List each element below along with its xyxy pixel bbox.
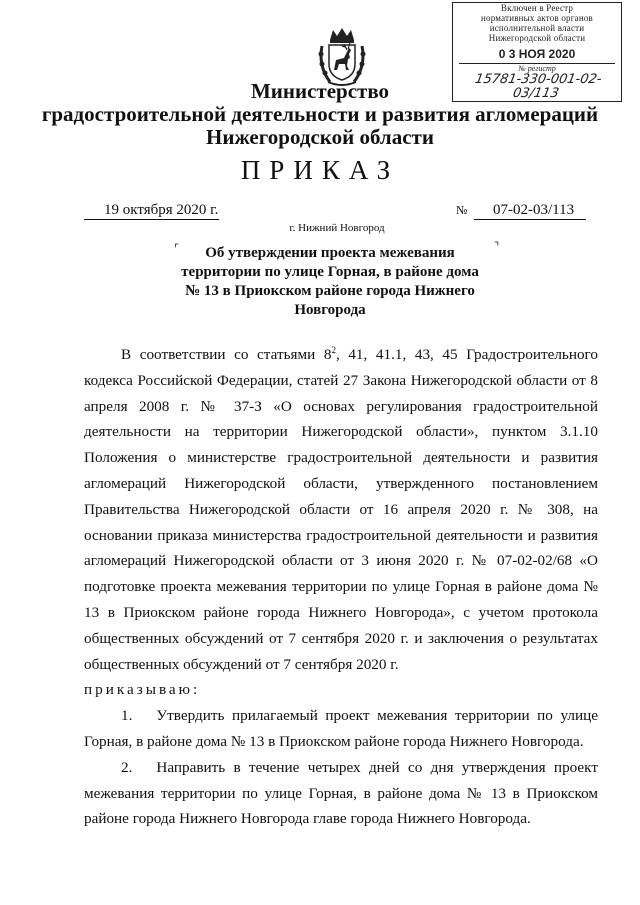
ministry-name-line-1: Министерство xyxy=(250,79,390,103)
subject-corner-left: ⌜ xyxy=(174,243,180,255)
document-body xyxy=(84,342,598,832)
stamp-line-3: исполнительной власти xyxy=(489,23,585,33)
document-type-title: ПРИКАЗ xyxy=(240,155,400,185)
order-item-1 xyxy=(84,703,598,755)
subject-line-1: Об утверждении проекта межевания xyxy=(205,245,455,261)
stamp-date: 0 3 НОЯ 2020 xyxy=(498,47,576,61)
document-subject xyxy=(160,244,500,320)
document-number: 07-02-03/113 xyxy=(493,202,575,218)
subject-line-2: территории по улице Горная, в районе дома xyxy=(181,264,479,280)
item-2-number: 2. xyxy=(121,758,133,776)
stamp-registration-number: 15781-330-001-02-03/113 xyxy=(473,72,603,101)
stamp-line-1: Включен в Реестр xyxy=(500,3,574,13)
stamp-line-4: Нижегородской области xyxy=(488,33,586,43)
subject-line-3: № 13 в Приокском районе города Нижнего xyxy=(185,283,475,299)
item-2-text: Направить в течение четырех дней со дня утверждения проект межевания территории по улице Горная, в районе дома № 13 в Приокском районе города Нижнего Новгорода главе города Нижнего Новгорода. xyxy=(84,758,598,828)
stamp-number-caption: № регистр xyxy=(518,64,556,73)
document-date: 19 октября 2020 г. xyxy=(104,202,219,218)
preamble-paragraph xyxy=(84,342,598,677)
item-1-text: Утвердить прилагаемый проект межевания территории по улице Горная, в районе дома № 13 в Приокском районе города Нижнего Новгорода. xyxy=(84,707,598,750)
stamp-line-2: нормативных актов органов xyxy=(480,13,593,23)
preamble-start: В соответствии со статьями 8 xyxy=(121,346,332,363)
preamble-rest: , 41, 41.1, 43, 45 Градостроительного кодекса Российской Федерации, статей 27 Закона Нижегородской области от 8 апреля 2008 г. № 37-З «О основах регулирования градостроительной деятельности на территории Нижегородской области», пунктом 3.1.10 Положения о министерстве градостроительной деятельности и развития агломераций Нижегородской области, утвержденного постановлением Правительства Нижегородской области от 16 апреля 2020 г. № 308, на основании приказа министерства градостроительной деятельности и развития агломераций Нижегородской области от 3 июня 2020 г. № 07-02-02/68 «О подготовке проекта межевания территории по улице Горная в районе дома № 13 в Приокском районе города Нижнего Новгорода», с учетом протокола общественных обсуждений от 7 сентября 2020 г. и заключения о результатах общественных обсуждений от 7 сентября 2020 г. xyxy=(84,346,598,673)
order-word: приказываю: xyxy=(84,681,201,699)
number-underline xyxy=(474,219,586,220)
document-city: г. Нижний Новгород xyxy=(289,222,385,234)
ministry-name-line-2: градостроительной деятельности и развития агломераций xyxy=(41,102,599,126)
subject-line-4: Новгорода xyxy=(294,302,366,318)
ministry-name-line-3: Нижегородской области xyxy=(206,125,434,149)
date-underline xyxy=(84,219,219,220)
number-label: № xyxy=(456,203,468,217)
preamble-superscript: 2 xyxy=(331,344,336,355)
order-item-2 xyxy=(84,755,598,832)
subject-corner-right: ⌝ xyxy=(494,241,500,253)
item-1-number: 1. xyxy=(121,707,133,725)
